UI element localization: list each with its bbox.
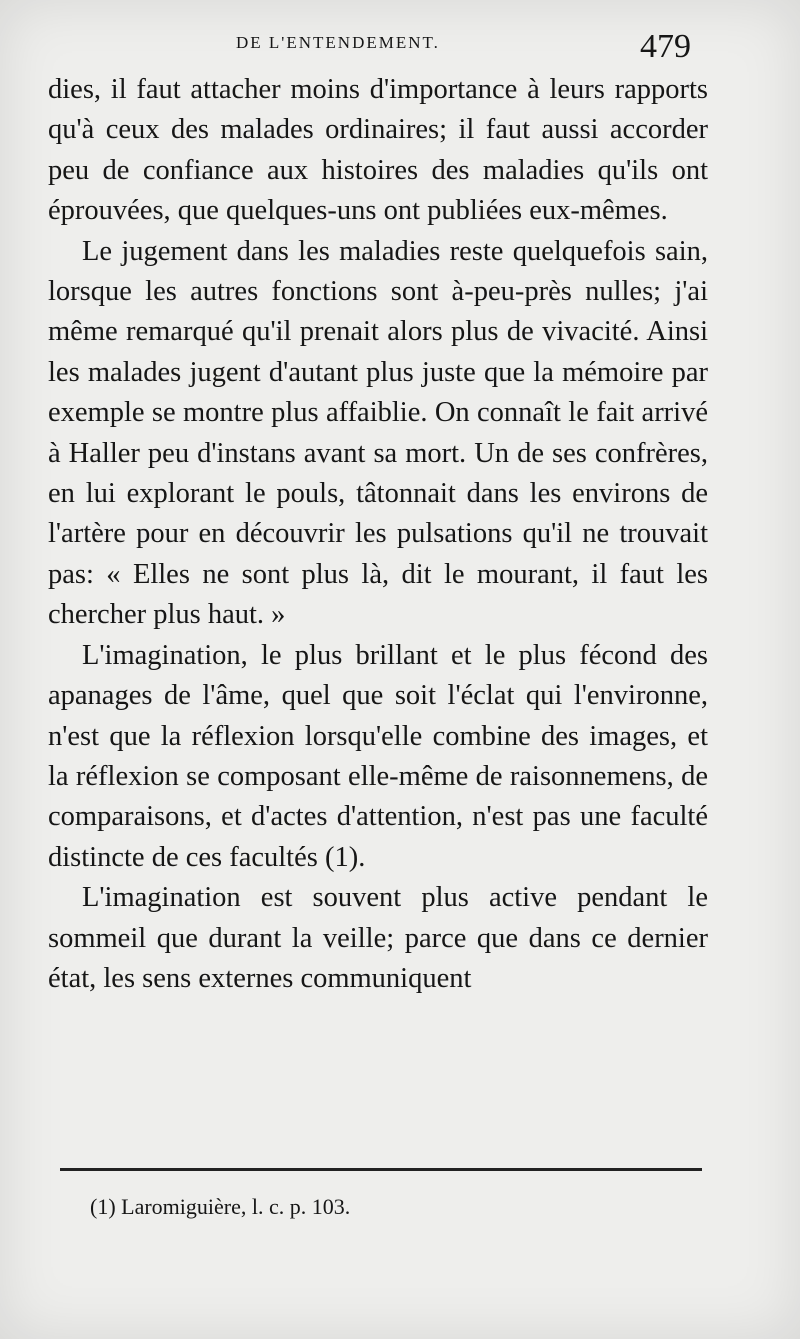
paragraph-imagination: L'imagination, le plus brillant et le plus fécond des apanages de l'âme, quel que soit l'éclat qui l'environne, n'est que la réflexion lorsqu'elle combine des images, et la réflexion se composant elle-même de raisonnemens, de comparaisons, et d'actes d'attention, n'est pas une faculté distincte de ces facultés (1).	[48, 639, 708, 873]
running-head: DE L'ENTENDEMENT.	[236, 33, 440, 52]
paragraph-jugement: Le jugement dans les maladies reste quelquefois sain, lorsque les autres fonctions sont à-peu-près nulles; j'ai même remarqué qu'il prenait alors plus de vivacité. Ainsi les malades jugent d'autant plus juste que la mémoire par exemple se montre plus affaiblie. On connaît le fait arrivé à Haller peu d'instans avant sa mort. Un de ses confrères, en lui explorant le pouls, tâtonnait dans les environs de l'artère pour en découvrir les pulsations qu'il ne trouvait pas: « Elles ne sont plus là, dit le mourant, il faut les chercher plus haut. »	[48, 235, 708, 631]
page-number: 479	[640, 28, 691, 65]
footnote: (1) Laromiguière, l. c. p. 103.	[90, 1194, 351, 1219]
paragraph-continuation: dies, il faut attacher moins d'importance à leurs rapports qu'à ceux des malades ordinaires; il faut aussi accorder peu de confiance aux histoires des maladies qu'ils ont éprouvées, que quelques-uns ont publiées eux-mêmes.	[48, 74, 708, 227]
paragraph-sommeil: L'imagination est souvent plus active pendant le sommeil que durant la veille; parce que dans ce dernier état, les sens externes communiquent	[48, 882, 708, 994]
body-text	[48, 70, 708, 999]
footnote-divider	[60, 1168, 702, 1171]
